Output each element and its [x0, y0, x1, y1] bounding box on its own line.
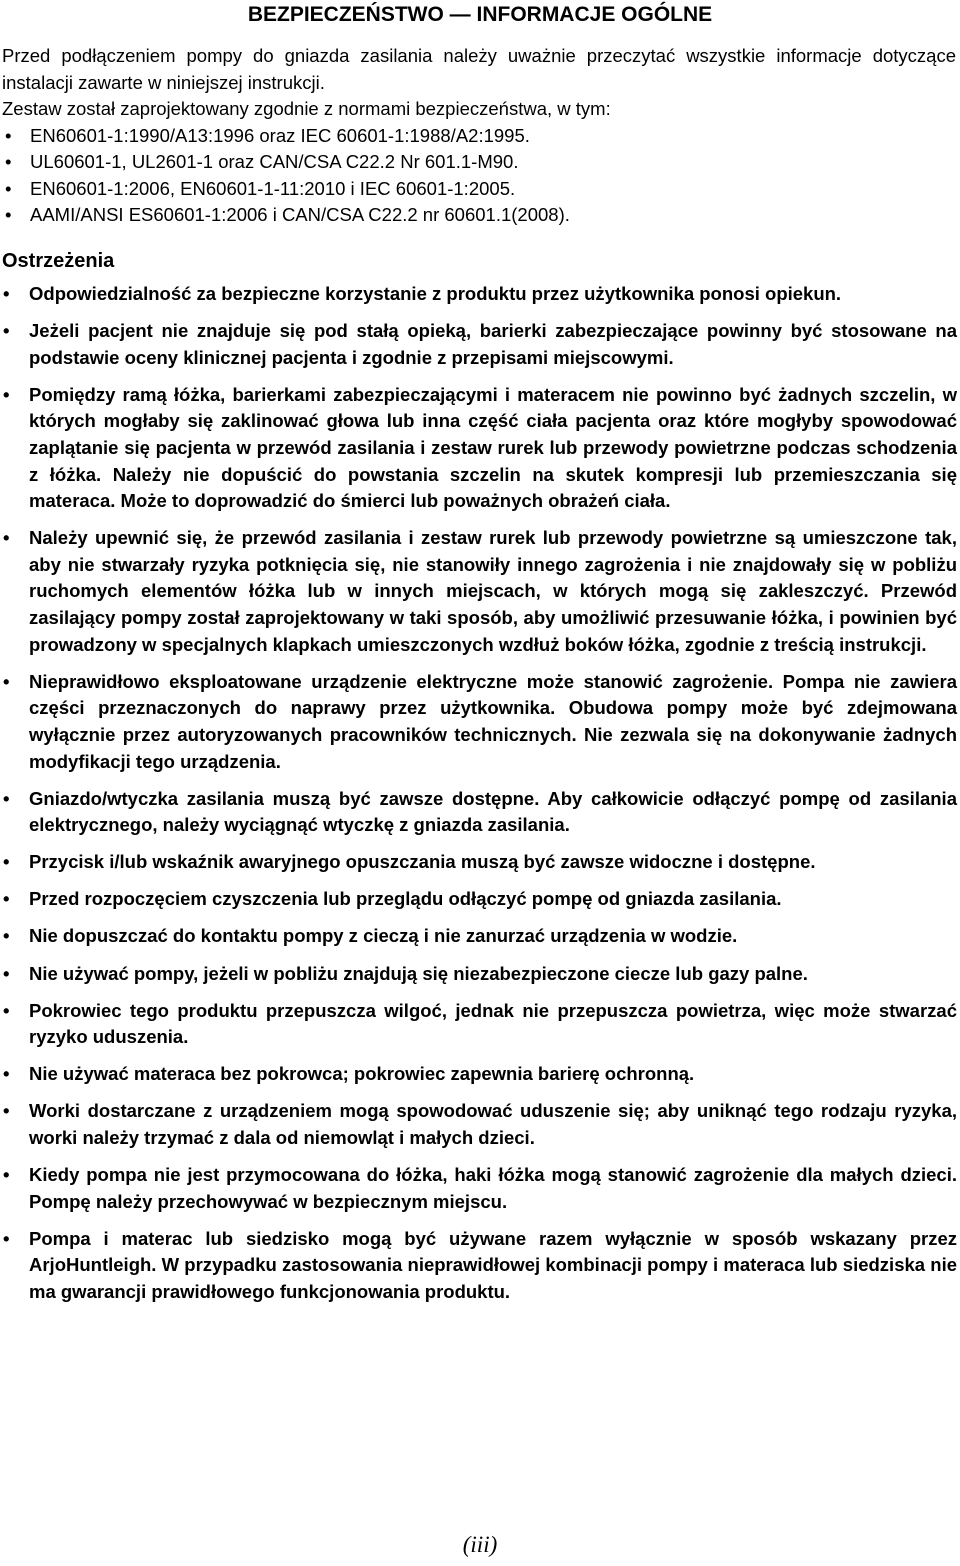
bullet-icon: •: [3, 383, 10, 405]
warning-text: Przycisk i/lub wskaźnik awaryjnego opuszczania muszą być zawsze widoczne i dostępne.: [29, 851, 816, 873]
bullet-icon: •: [3, 1100, 10, 1122]
warning-text: Worki dostarczane z urządzeniem mogą spowodować uduszenie się; aby uniknąć tego rodzaju ryzyka, worki należy trzymać z dala od niemowląt i małych dzieci.: [29, 1100, 957, 1149]
bullet-icon: •: [3, 1164, 10, 1186]
bullet-icon: •: [3, 787, 10, 809]
list-item: [2, 886, 957, 913]
list-item: [2, 669, 957, 775]
standards-intro: Zestaw został zaprojektowany zgodnie z normami bezpieczeństwa, w tym:: [2, 98, 611, 119]
warning-text: Jeżeli pacjent nie znajduje się pod stałą opieką, barierki zabezpieczające powinny być stosowane na podstawie oceny klinicznej pacjenta i zgodnie z przepisami miejscowymi.: [29, 320, 957, 368]
standard-text: UL60601-1, UL2601-1 oraz CAN/CSA C22.2 Nr 601.1-M90.: [30, 151, 519, 172]
page-number: (iii): [462, 1532, 498, 1557]
warning-text: Nieprawidłowo eksploatowane urządzenie elektryczne może stanowić zagrożenie. Pompa nie zawiera części przeznaczonych do naprawy przez użytkownika. Obudowa pompy może być zdejmowana wyłącznie przez autoryzowanych pracowników technicznych. Nie zezwala się na dokonywanie żadnych modyfikacji tego urządzenia.: [29, 670, 957, 772]
warning-text: Kiedy pompa nie jest przymocowana do łóżka, haki łóżka mogą stanowić zagrożenie dla małych dzieci. Pompę należy przechowywać w bezpiecznym miejscu.: [29, 1164, 957, 1212]
bullet-icon: •: [3, 1063, 10, 1085]
bullet-icon: •: [3, 320, 10, 342]
bullet-icon: •: [5, 177, 12, 199]
bullet-icon: •: [3, 851, 10, 873]
intro-section: [2, 43, 956, 229]
bullet-icon: •: [3, 888, 10, 910]
warning-text: Nie dopuszczać do kontaktu pompy z cieczą i nie zanurzać urządzenia w wodzie.: [29, 925, 738, 947]
list-item: [2, 281, 957, 308]
bullet-icon: •: [3, 1227, 10, 1249]
page-title: BEZPIECZEŃSTWO — INFORMACJE OGÓLNE: [247, 3, 713, 26]
warning-text: Należy upewnić się, że przewód zasilania i zestaw rurek lub przewody powietrzne są umieszczone tak, aby nie stwarzały ryzyka potknięcia się, nie stanowiły innego zagrożenia i nie znajdowały się w pobliżu ruchomych elementów łóżka lub w innych miejscach, w których mogą się zakleszczyć. Przewód zasilający pompy został zaprojektowany w taki sposób, aby umożliwić przesuwanie łóżka, i powinien być prowadzony w specjalnych klapkach umieszczonych wzdłuż boków łóżka, zgodnie z treścią instrukcji.: [29, 527, 957, 655]
bullet-icon: •: [3, 962, 10, 984]
list-item: [2, 961, 957, 988]
bullet-icon: •: [5, 151, 12, 172]
list-item: [2, 202, 956, 229]
bullet-icon: •: [3, 670, 10, 692]
list-item: [2, 123, 956, 150]
bullet-icon: •: [3, 999, 10, 1021]
warnings-heading: Ostrzeżenia: [2, 250, 115, 272]
list-item: [2, 525, 957, 658]
bullet-icon: •: [5, 124, 12, 146]
list-item: [2, 318, 957, 371]
bullet-icon: •: [3, 925, 10, 947]
list-item: [2, 923, 957, 950]
warning-text: Pokrowiec tego produktu przepuszcza wilgoć, jednak nie przepuszcza powietrza, więc może stwarzać ryzyko uduszenia.: [29, 999, 957, 1048]
warnings-list: [2, 281, 957, 1316]
list-item: [2, 1098, 957, 1151]
bullet-icon: •: [3, 283, 10, 304]
warning-text: Przed rozpoczęciem czyszczenia lub przeglądu odłączyć pompę od gniazda zasilania.: [29, 888, 782, 910]
warning-text: Nie używać pompy, jeżeli w pobliżu znajdują się niezabezpieczone ciecze lub gazy palne.: [29, 962, 808, 984]
standard-text: AAMI/ANSI ES60601-1:2006 i CAN/CSA C22.2 nr 60601.1(2008).: [30, 204, 570, 225]
standard-text: EN60601-1:1990/A13:1996 oraz IEC 60601-1:1988/A2:1995.: [30, 124, 530, 146]
warning-text: Gniazdo/wtyczka zasilania muszą być zawsze dostępne. Aby całkowicie odłączyć pompę od zasilania elektrycznego, należy wyciągnąć wtyczkę z gniazda zasilania.: [29, 787, 957, 836]
bullet-icon: •: [3, 527, 10, 549]
list-item: [2, 176, 956, 203]
list-item: [2, 1162, 957, 1215]
list-item: [2, 998, 957, 1051]
standard-text: EN60601-1:2006, EN60601-1-11:2010 i IEC 60601-1:2005.: [30, 177, 516, 199]
list-item: [2, 149, 956, 176]
list-item: [2, 786, 957, 839]
warning-text: Odpowiedzialność za bezpieczne korzystanie z produktu przez użytkownika ponosi opiekun.: [29, 283, 842, 304]
warning-text: Pompa i materac lub siedzisko mogą być używane razem wyłącznie w sposób wskazany przez ArjoHuntleigh. W przypadku zastosowania nieprawidłowej kombinacji pompy i materaca lub siedziska nie ma gwarancji prawidłowego funkcjonowania produktu.: [29, 1227, 957, 1302]
warning-text: Nie używać materaca bez pokrowca; pokrowiec zapewnia barierę ochronną.: [29, 1063, 695, 1085]
bullet-icon: •: [5, 204, 12, 225]
list-item: [2, 849, 957, 876]
standards-list: [2, 123, 956, 229]
list-item: [2, 1061, 957, 1088]
list-item: [2, 382, 957, 515]
intro-paragraph: Przed podłączeniem pompy do gniazda zasilania należy uważnie przeczytać wszystkie informacje dotyczące instalacji zawarte w niniejszej instrukcji.: [2, 45, 956, 93]
warning-text: Pomiędzy ramą łóżka, barierkami zabezpieczającymi i materacem nie powinno być żadnych szczelin, w których mogłaby się zaklinować głowa lub inna część ciała pacjenta oraz które mogłyby spowodować zaplątanie się pacjenta w przewód zasilania i zestaw rurek lub przewody powietrzne podczas schodzenia z łóżka. Należy nie dopuścić do powstania szczelin na skutek kompresji lub przemieszczania się materaca. Może to doprowadzić do śmierci lub poważnych obrażeń ciała.: [29, 383, 957, 512]
list-item: [2, 1226, 957, 1306]
